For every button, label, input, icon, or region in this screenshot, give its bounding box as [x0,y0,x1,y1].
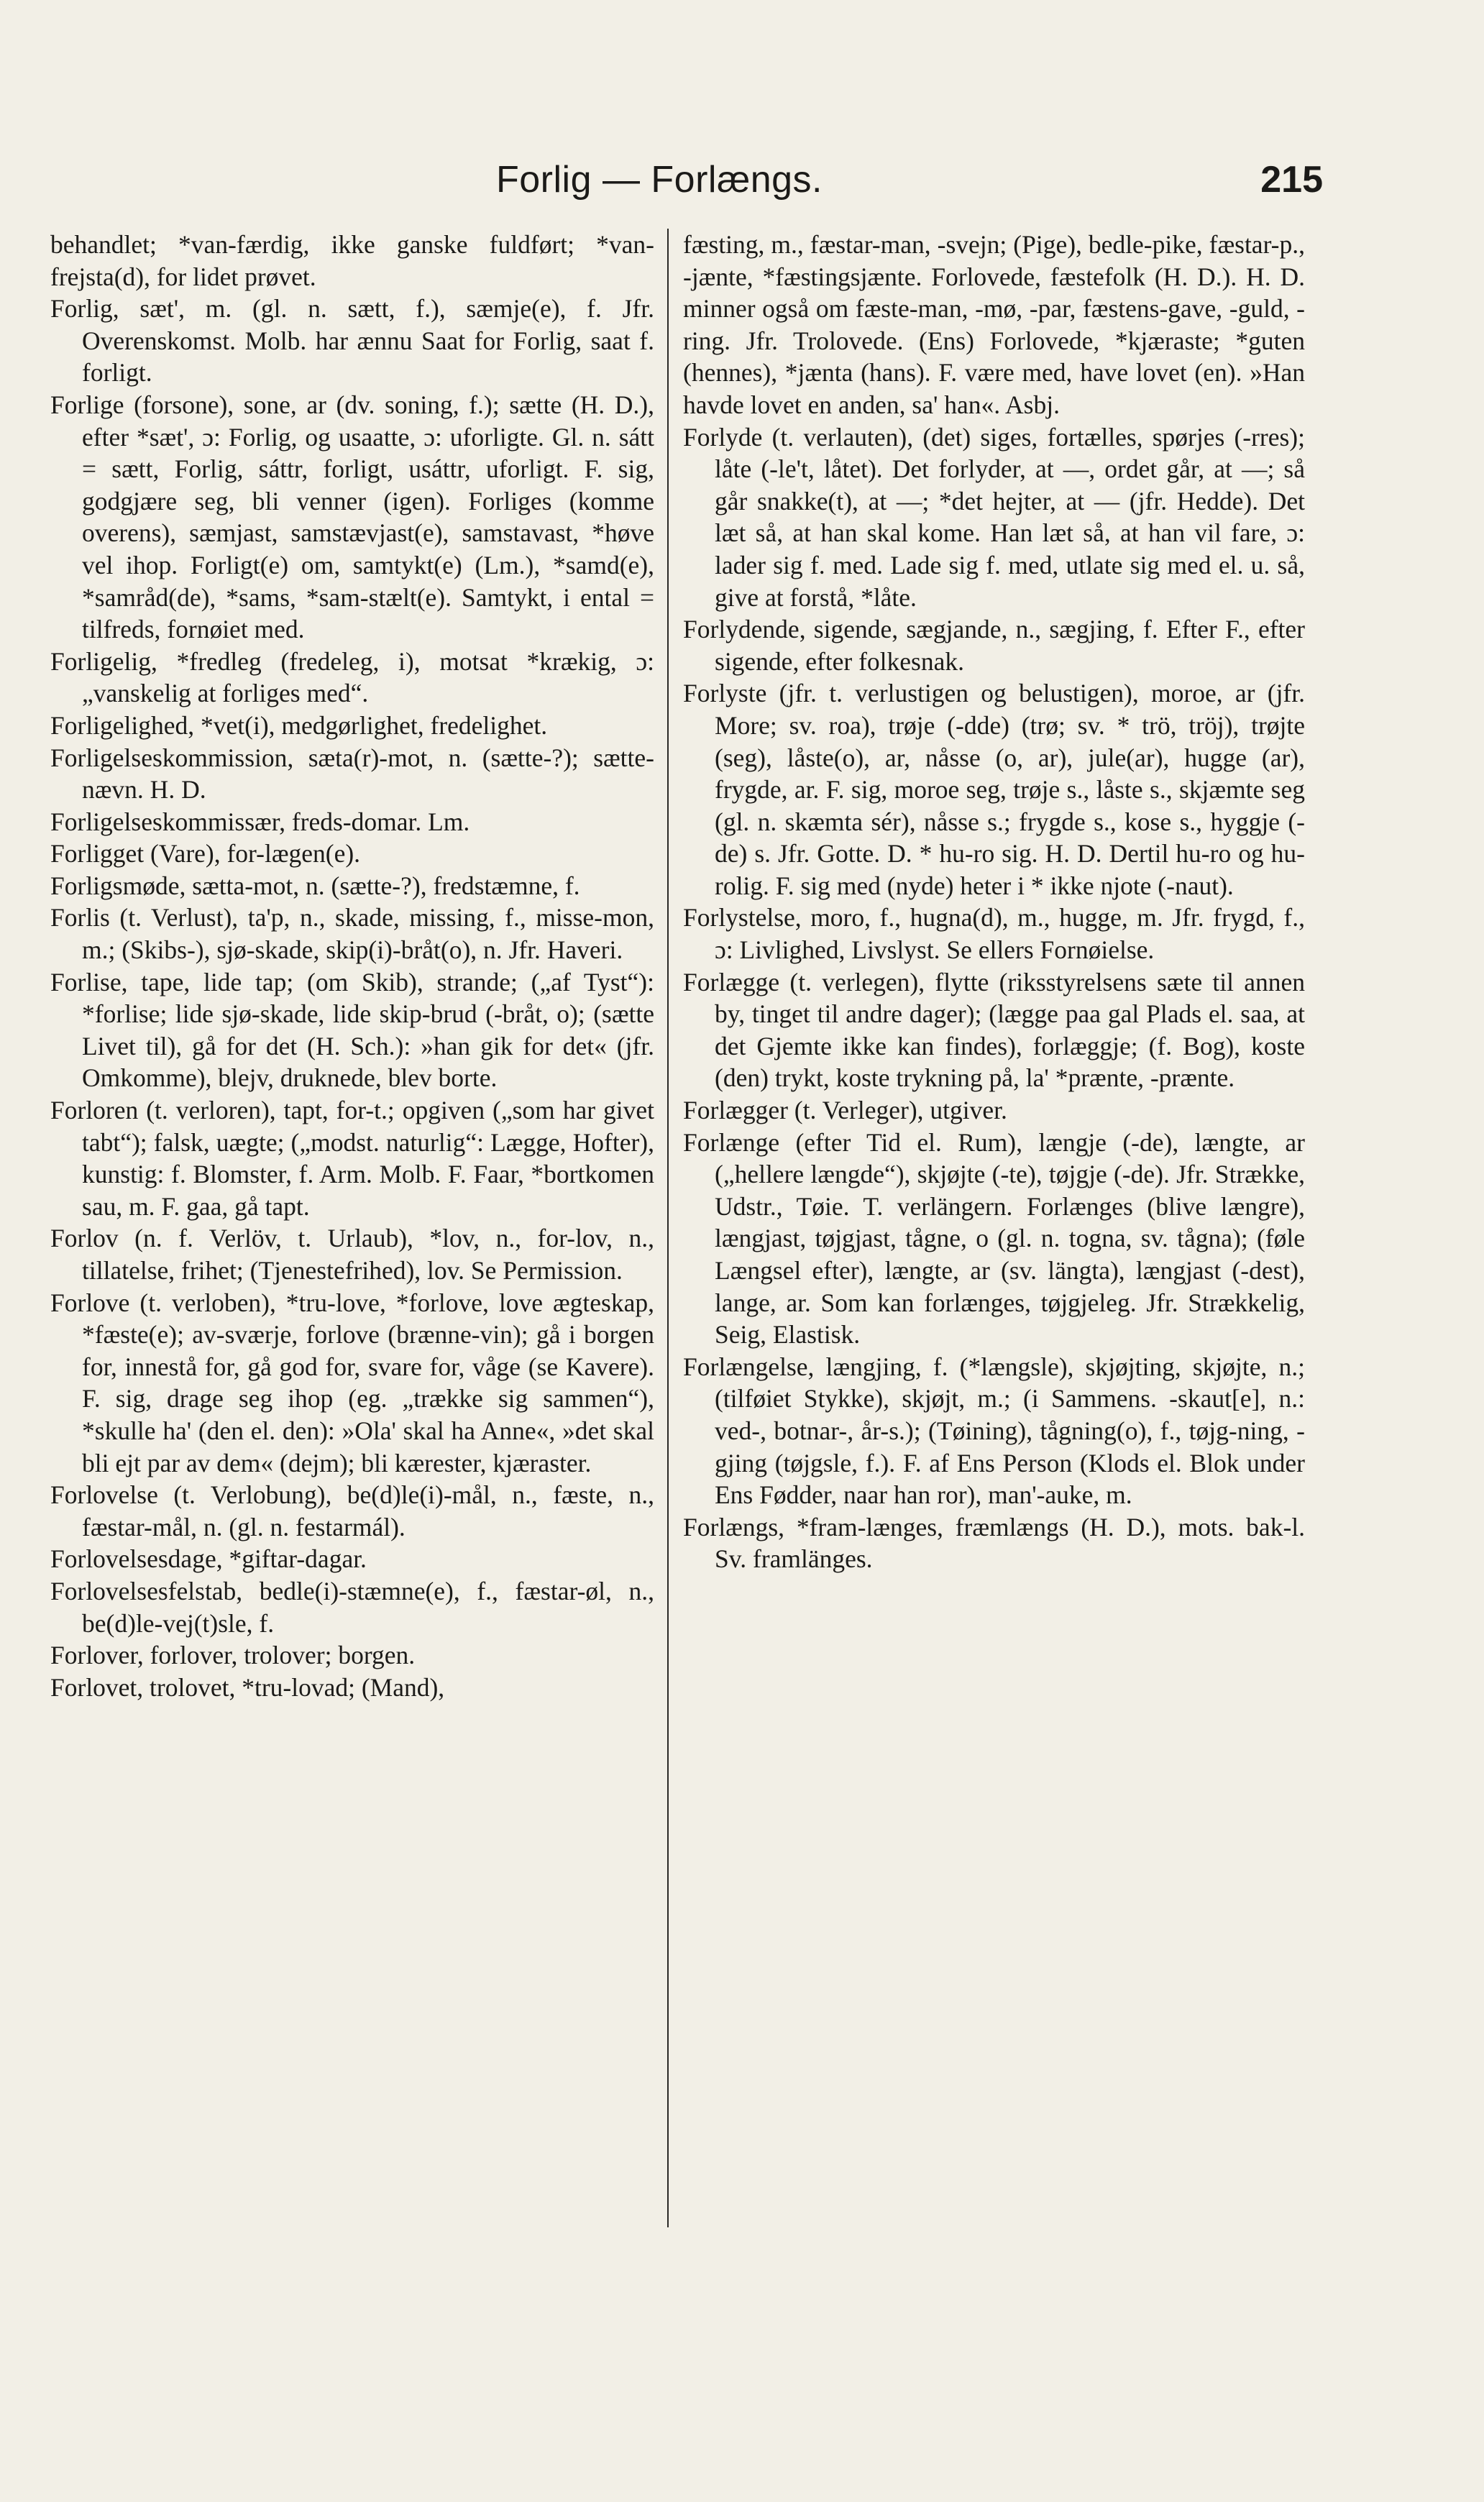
entry: Forligelseskommission, sæta(r)-mot, n. (sætte-?); sætte-nævn. H. D. [50,743,654,805]
entry: Forlystelse, moro, f., hugna(d), m., hugge, m. Jfr. frygd, f., ɔ: Livlighed, Livslyst. Se ellers Fornøielse. [683,903,1305,965]
entry: Forlis (t. Verlust), ta'p, n., skade, missing, f., misse-mon, m.; (Skibs-), sjø-skade, skip(i)-bråt(o), n. Jfr. Haveri. [50,903,654,965]
entry: Forlovelsesdage, *giftar-dagar. [50,1544,367,1574]
entry: Forlise, tape, lide tap; (om Skib), strande; („af Tyst“): *forlise; lide sjø-skade, lide skip-brud (-bråt, o); (sætte Livet til), gå for det (H. Sch.): »han gik for det« (jfr. Omkomme), blejv, druknede, blev borte. [50,967,654,1093]
entry: Forloren (t. verloren), tapt, for-t.; opgiven („som har givet tabt“); falsk, uægte; („modst. naturlig“: Lægge, Hofter), kunstig: f. Blomster, f. Arm. Molb. F. Faar, *bortkomen sau, m. F. gaa, gå tapt. [50,1096,654,1221]
entry: Forlov (n. f. Verlöv, t. Urlaub), *lov, n., for-lov, n., tillatelse, frihet; (Tjenestefrihed), lov. Se Permission. [50,1224,654,1285]
entry: Forlovelsesfelstab, bedle(i)-stæmne(e), f., fæstar-øl, n., be(d)le-vej(t)sle, f. [50,1576,654,1638]
entry: Forlængelse, længjing, f. (*længsle), skjøjting, skjøjte, n.; (tilføiet Stykke), skjøjt, m.; (i Sammens. -skaut[e], n.: ved-, botnar-, år-s.); (Tøining), tågning(o), f., tøjg-ning, -gjing (tøjgsle, f.). F. af Ens Person (Klods el. Blok under Ens Fødder, naar han ror), man'-auke, m. [683,1352,1305,1510]
entry: Forlægge (t. verlegen), flytte (riksstyrelsens sæte til annen by, tinget til andre dager); (lægge paa gal Plads el. saa, at det Gjemte ikke kan findes), forlæggje; (f. Bog), koste (den) trykt, koste trykning på, la' *prænte, -prænte. [683,967,1305,1093]
page-number: 215 [1260,159,1323,201]
entry: Forlove (t. verloben), *tru-love, *forlove, love ægteskap, *fæste(e); av-sværje, forlove (brænne-vin); gå i borgen for, innestå for, gå god for, svare for, våge (se Kavere). F. sig, drage seg ihop (eg. „trække sig sammen“), *skulle ha' (den el. den): »Ola' skal ha Anne«, »det skal bli ejt par av dem« (dejm); bli kærester, kjæraster. [50,1288,654,1477]
running-title: Forlig — Forlængs. [496,159,823,201]
entry: Forlydende, sigende, sægjande, n., sægjing, f. Efter F., efter sigende, efter folkesnak. [683,615,1305,676]
entry: Forlovelse (t. Verlobung), be(d)le(i)-mål, n., fæste, n., fæstar-mål, n. (gl. n. festarmál). [50,1480,654,1541]
column-divider [667,229,669,2227]
left-column [50,229,654,1703]
entry: Forlig, sæt', m. (gl. n. sætt, f.), sæmje(e), f. Jfr. Overenskomst. Molb. har ænnu Saat for Forlig, saat f. forligt. [50,294,654,388]
entry: Forlægger (t. Verleger), utgiver. [683,1096,1007,1125]
right-column [683,229,1305,1575]
entry: fæsting, m., fæstar-man, -svejn; (Pige), bedle-pike, fæstar-p., -jænte, *fæstingsjænte. Forlovede, fæstefolk (H. D.). H. D. minner også om fæste-man, -mø, -par, fæstens-gave, -guld, -ring. Jfr. Trolovede. (Ens) Forlovede, *kjæraste; *guten (hennes), *jænta (hans). F. være med, have lovet (en). »Han havde lovet en anden, sa' han«. Asbj. [683,230,1305,419]
entry: Forlover, forlover, trolover; borgen. [50,1641,416,1670]
entry: Forlige (forsone), sone, ar (dv. soning, f.); sætte (H. D.), efter *sæt', ɔ: Forlig, og usaatte, ɔ: uforligte. Gl. n. sátt = sætt, Forlig, sáttr, forligt, usáttr, uforligt. F. sig, godgjære seg, bli venner (igen). Forliges (komme overens), sæmjast, samstævjast(e), samstavast, *høve vel ihop. Forligt(e) om, samtykt(e) (Lm.), *samd(e), *samråd(de), *sams, *sam-stælt(e). Samtykt, i ental = tilfreds, fornøiet med. [50,390,654,644]
entry: Forlyste (jfr. t. verlustigen og belustigen), moroe, ar (jfr. More; sv. roa), trøje (-dde) (trø; sv. * trö, tröj), trøjte (seg), låste(o), ar, nåsse (o, ar), jule(ar), hugge (ar), frygde, ar. F. sig, moroe seg, trøje s., låste s., skjæmte seg (gl. n. skæmta sér), nåsse s.; frygde s., kose s., hyggje (-de) s. Jfr. Gotte. D. * hu-ro sig. H. D. Dertil hu-ro og hu-rolig. F. sig med (nyde) heter i * ikke njote (-naut). [683,679,1305,900]
page-header [496,158,1323,223]
entry: Forligelseskommissær, freds-domar. Lm. [50,807,470,836]
entry: Forligsmøde, sætta-mot, n. (sætte-?), fredstæmne, f. [50,871,580,900]
entry: Forlængs, *fram-længes, fræmlængs (H. D.), mots. bak-l. Sv. framlänges. [683,1512,1305,1574]
entry: Forlyde (t. verlauten), (det) siges, fortælles, spørjes (-rres); låte (-le't, låtet). Det forlyder, at —, ordet går, at —; så går snakke(t), at —; *det hejter, at — (jfr. Hedde). Det læt så, at han skal kome. Han læt så, at han vil fare, ɔ: lader sig f. med. Lade sig f. med, utlate sig med el. u. så, give at forstå, *låte. [683,422,1305,612]
entry: Forlænge (efter Tid el. Rum), længje (-de), længte, ar („hellere længde“), skjøjte (-te), tøjgje (-de). Jfr. Strække, Udstr., Tøie. T. verlängern. Forlænges (blive længre), længjast, tøjgjast, tågne, o (gl. n. togna, sv. tågna); (føle Længsel efter), længte, ar (sv. längta), længjast (-dest), lange, ar. Som kan forlænges, tøjgjeleg. Jfr. Strækkelig, Seig, Elastisk. [683,1127,1305,1349]
entry: Forlovet, trolovet, *tru-lovad; (Mand), [50,1672,445,1702]
entry: Forligget (Vare), for-lægen(e). [50,839,361,869]
entry: behandlet; *van-færdig, ikke ganske fuldført; *van-frejsta(d), for lidet prøvet. [50,230,654,291]
entry: Forligelighed, *vet(i), medgørlighet, fredelighet. [50,710,548,740]
entry: Forligelig, *fredleg (fredeleg, i), motsat *krækig, ɔ: „vanskelig at forliges med“. [50,646,654,708]
